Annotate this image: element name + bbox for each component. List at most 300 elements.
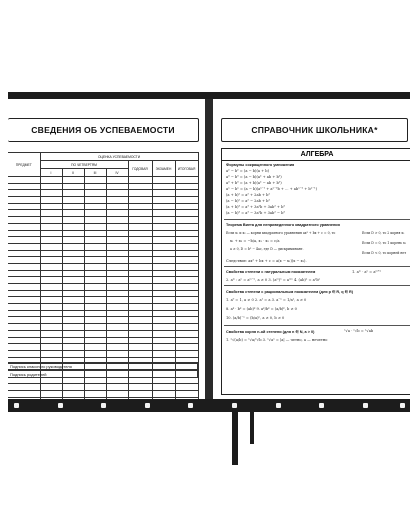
- table-row[interactable]: [8, 263, 198, 270]
- grade-cell[interactable]: [152, 397, 175, 399]
- grade-cell[interactable]: [106, 290, 128, 297]
- grade-cell[interactable]: [62, 183, 84, 190]
- table-row[interactable]: [8, 290, 198, 297]
- grade-cell[interactable]: [128, 190, 152, 197]
- grade-cell[interactable]: [84, 284, 106, 291]
- grade-cell[interactable]: [84, 210, 106, 217]
- grade-cell[interactable]: [152, 384, 175, 391]
- grade-cell[interactable]: [175, 237, 198, 244]
- grade-cell[interactable]: [152, 377, 175, 384]
- grade-cell[interactable]: [128, 297, 152, 304]
- divider: [224, 285, 410, 286]
- grade-cell[interactable]: [62, 190, 84, 197]
- formula-line: (a − b)² = a² − 2ab + b²: [226, 199, 270, 203]
- grade-cell[interactable]: [106, 263, 128, 270]
- grade-cell[interactable]: [152, 197, 175, 204]
- grade-cell[interactable]: [175, 230, 198, 237]
- grade-cell[interactable]: [62, 290, 84, 297]
- table-row[interactable]: [8, 183, 198, 190]
- grade-cell[interactable]: [175, 203, 198, 210]
- table-row[interactable]: [8, 250, 198, 257]
- grade-cell[interactable]: [152, 284, 175, 291]
- grade-cell[interactable]: [175, 350, 198, 357]
- grade-cell[interactable]: [128, 210, 152, 217]
- subject-cell[interactable]: [8, 350, 40, 357]
- subject-cell[interactable]: [8, 270, 40, 277]
- grade-cell[interactable]: [175, 284, 198, 291]
- grade-cell[interactable]: [40, 344, 62, 351]
- grade-cell[interactable]: [84, 330, 106, 337]
- grade-cell[interactable]: [128, 337, 152, 344]
- grade-cell[interactable]: [84, 223, 106, 230]
- subject-cell[interactable]: [8, 304, 40, 311]
- grade-cell[interactable]: [128, 391, 152, 398]
- subject-cell[interactable]: [8, 210, 40, 217]
- powers-rat-title: Свойства степени с рациональным показателем (для p ∈ R, q ∈ R): [226, 290, 353, 294]
- grade-cell[interactable]: [175, 217, 198, 224]
- grade-cell[interactable]: [84, 297, 106, 304]
- grade-cell[interactable]: [128, 257, 152, 264]
- grade-cell[interactable]: [106, 317, 128, 324]
- grade-cell[interactable]: [175, 397, 198, 399]
- grade-cell[interactable]: [128, 230, 152, 237]
- grade-cell[interactable]: [40, 270, 62, 277]
- grade-cell[interactable]: [175, 377, 198, 384]
- vieta-case: Если D < 0, то корней нет: [362, 251, 407, 255]
- grade-cell[interactable]: [84, 243, 106, 250]
- grade-cell[interactable]: [175, 190, 198, 197]
- grade-cell[interactable]: [40, 304, 62, 311]
- grade-cell[interactable]: [128, 304, 152, 311]
- grade-cell[interactable]: [62, 337, 84, 344]
- grade-cell[interactable]: [106, 230, 128, 237]
- grade-cell[interactable]: [128, 397, 152, 399]
- grade-cell[interactable]: [106, 257, 128, 264]
- grade-cell[interactable]: [152, 277, 175, 284]
- grade-cell[interactable]: [128, 270, 152, 277]
- grade-cell[interactable]: [175, 197, 198, 204]
- table-row[interactable]: [8, 223, 198, 230]
- grade-cell[interactable]: [40, 290, 62, 297]
- grade-cell[interactable]: [128, 183, 152, 190]
- grade-cell[interactable]: [128, 250, 152, 257]
- grade-cell[interactable]: [175, 310, 198, 317]
- grade-cell[interactable]: [62, 270, 84, 277]
- grade-cell[interactable]: [84, 391, 106, 398]
- grade-cell[interactable]: [128, 290, 152, 297]
- grade-cell[interactable]: [128, 217, 152, 224]
- grade-cell[interactable]: [128, 310, 152, 317]
- grade-cell[interactable]: [175, 270, 198, 277]
- subject-cell[interactable]: [8, 317, 40, 324]
- binding-clip: [101, 403, 106, 408]
- grade-cell[interactable]: [84, 290, 106, 297]
- table-row[interactable]: [8, 277, 198, 284]
- grade-cell[interactable]: [152, 263, 175, 270]
- table-row[interactable]: [8, 324, 198, 331]
- grade-cell[interactable]: [40, 223, 62, 230]
- grade-cell[interactable]: [40, 190, 62, 197]
- grade-cell[interactable]: [175, 324, 198, 331]
- grade-cell[interactable]: [106, 177, 128, 184]
- grade-cell[interactable]: [84, 230, 106, 237]
- grade-cell[interactable]: [128, 177, 152, 184]
- grade-cell[interactable]: [62, 304, 84, 311]
- grade-cell[interactable]: [40, 243, 62, 250]
- table-row[interactable]: [8, 197, 198, 204]
- grade-cell[interactable]: [106, 210, 128, 217]
- grade-cell[interactable]: [128, 384, 152, 391]
- grade-cell[interactable]: [175, 257, 198, 264]
- grade-cell[interactable]: [106, 310, 128, 317]
- grade-cell[interactable]: [106, 190, 128, 197]
- grade-cell[interactable]: [40, 310, 62, 317]
- subject-cell[interactable]: [8, 284, 40, 291]
- divider: [224, 219, 410, 220]
- grade-cell[interactable]: [62, 297, 84, 304]
- grade-cell[interactable]: [40, 250, 62, 257]
- grade-cell[interactable]: [84, 344, 106, 351]
- grade-cell[interactable]: [40, 230, 62, 237]
- reference-page: [213, 99, 410, 399]
- grade-cell[interactable]: [62, 324, 84, 331]
- subject-cell[interactable]: [8, 197, 40, 204]
- table-row[interactable]: [8, 270, 198, 277]
- grades-page-title: СВЕДЕНИЯ ОБ УСПЕВАЕМОСТИ: [8, 118, 199, 142]
- grade-cell[interactable]: [175, 223, 198, 230]
- grade-cell[interactable]: [106, 284, 128, 291]
- grade-cell[interactable]: [152, 344, 175, 351]
- subject-cell[interactable]: [8, 250, 40, 257]
- subject-cell[interactable]: [8, 290, 40, 297]
- grade-cell[interactable]: [128, 277, 152, 284]
- grade-cell[interactable]: [152, 391, 175, 398]
- algebra-frame: [221, 148, 410, 395]
- grade-cell[interactable]: [62, 397, 84, 399]
- bookmark-ribbon: [232, 410, 238, 465]
- grade-cell[interactable]: [62, 250, 84, 257]
- grade-cell[interactable]: [62, 350, 84, 357]
- table-row[interactable]: [8, 210, 198, 217]
- subject-cell[interactable]: [8, 237, 40, 244]
- subject-cell[interactable]: [8, 223, 40, 230]
- grade-cell[interactable]: [106, 297, 128, 304]
- table-row[interactable]: [8, 284, 198, 291]
- grade-cell[interactable]: [175, 344, 198, 351]
- grade-cell[interactable]: [84, 277, 106, 284]
- grade-cell[interactable]: [175, 304, 198, 311]
- subject-cell[interactable]: [8, 324, 40, 331]
- grade-cell[interactable]: [128, 263, 152, 270]
- table-row[interactable]: [8, 310, 198, 317]
- grade-cell[interactable]: [106, 270, 128, 277]
- grade-cell[interactable]: [152, 297, 175, 304]
- grade-cell[interactable]: [62, 310, 84, 317]
- grade-cell[interactable]: [40, 391, 62, 398]
- table-row[interactable]: [8, 337, 198, 344]
- grade-cell[interactable]: [40, 257, 62, 264]
- grade-cell[interactable]: [106, 197, 128, 204]
- grade-cell[interactable]: [175, 177, 198, 184]
- subject-cell[interactable]: [8, 190, 40, 197]
- teacher-signature-row[interactable]: Подпись классного руководителя: [8, 362, 198, 370]
- grade-cell[interactable]: [152, 190, 175, 197]
- grade-cell[interactable]: [62, 243, 84, 250]
- grade-cell[interactable]: [84, 350, 106, 357]
- table-row[interactable]: [8, 391, 198, 398]
- grade-cell[interactable]: [84, 183, 106, 190]
- table-row[interactable]: [8, 257, 198, 264]
- grade-cell[interactable]: [106, 397, 128, 399]
- grade-cell[interactable]: [106, 277, 128, 284]
- grade-cell[interactable]: [175, 337, 198, 344]
- grade-cell[interactable]: [152, 223, 175, 230]
- grade-cell[interactable]: [62, 284, 84, 291]
- grade-cell[interactable]: [40, 384, 62, 391]
- subject-cell[interactable]: [8, 391, 40, 398]
- subject-cell[interactable]: [8, 344, 40, 351]
- formula-line: (a − b)³ = a³ − 3a²b + 3ab² − b³: [226, 211, 285, 215]
- grade-cell[interactable]: [62, 177, 84, 184]
- table-row[interactable]: [8, 177, 198, 184]
- grade-cell[interactable]: [152, 330, 175, 337]
- grade-cell[interactable]: [40, 337, 62, 344]
- grade-cell[interactable]: [152, 290, 175, 297]
- grade-cell[interactable]: [40, 297, 62, 304]
- grade-cell[interactable]: [40, 203, 62, 210]
- table-row[interactable]: [8, 397, 198, 399]
- grade-cell[interactable]: [152, 183, 175, 190]
- grade-cell[interactable]: [40, 277, 62, 284]
- grade-cell[interactable]: [84, 377, 106, 384]
- subject-cell[interactable]: [8, 397, 40, 399]
- table-row[interactable]: [8, 384, 198, 391]
- grade-cell[interactable]: [106, 203, 128, 210]
- grade-cell[interactable]: [106, 217, 128, 224]
- grade-cell[interactable]: [106, 377, 128, 384]
- grade-cell[interactable]: [40, 317, 62, 324]
- grade-cell[interactable]: [175, 243, 198, 250]
- binding-clip: [400, 403, 405, 408]
- grade-cell[interactable]: [128, 317, 152, 324]
- subject-cell[interactable]: [8, 384, 40, 391]
- grade-cell[interactable]: [84, 397, 106, 399]
- grade-cell[interactable]: [152, 210, 175, 217]
- grade-cell[interactable]: [106, 350, 128, 357]
- grade-cell[interactable]: [152, 203, 175, 210]
- vieta-title: Теорема Виета для неприведенного квадратного уравнения: [226, 223, 340, 227]
- subject-cell[interactable]: [8, 263, 40, 270]
- grade-cell[interactable]: [152, 177, 175, 184]
- subject-cell[interactable]: [8, 310, 40, 317]
- grade-cell[interactable]: [128, 324, 152, 331]
- subject-cell[interactable]: [8, 230, 40, 237]
- grade-cell[interactable]: [84, 317, 106, 324]
- subject-cell[interactable]: [8, 183, 40, 190]
- grade-cell[interactable]: [62, 330, 84, 337]
- grade-cell[interactable]: [106, 384, 128, 391]
- grade-cell[interactable]: [84, 203, 106, 210]
- vieta-case: Если D = 0, то 1 корень x₁: [362, 241, 407, 245]
- grade-cell[interactable]: [40, 350, 62, 357]
- subject-cell[interactable]: [8, 297, 40, 304]
- grade-cell[interactable]: [62, 230, 84, 237]
- grade-cell[interactable]: [40, 183, 62, 190]
- grade-cell[interactable]: [152, 250, 175, 257]
- grade-cell[interactable]: [62, 257, 84, 264]
- grade-cell[interactable]: [40, 324, 62, 331]
- grade-cell[interactable]: [152, 310, 175, 317]
- grade-cell[interactable]: [175, 183, 198, 190]
- grade-cell[interactable]: [84, 197, 106, 204]
- grade-cell[interactable]: [84, 190, 106, 197]
- grade-cell[interactable]: [106, 330, 128, 337]
- grade-cell[interactable]: [62, 203, 84, 210]
- grade-cell[interactable]: [62, 263, 84, 270]
- grade-cell[interactable]: [62, 217, 84, 224]
- grade-cell[interactable]: [175, 277, 198, 284]
- grade-cell[interactable]: [84, 337, 106, 344]
- grade-cell[interactable]: [40, 330, 62, 337]
- subject-cell[interactable]: [8, 217, 40, 224]
- grade-cell[interactable]: [40, 237, 62, 244]
- grade-cell[interactable]: [175, 210, 198, 217]
- grade-cell[interactable]: [175, 263, 198, 270]
- grade-cell[interactable]: [175, 317, 198, 324]
- table-row[interactable]: [8, 203, 198, 210]
- table-row[interactable]: [8, 217, 198, 224]
- algebra-title: АЛГЕБРА: [222, 149, 410, 161]
- grade-cell[interactable]: [152, 237, 175, 244]
- grade-cell[interactable]: [128, 223, 152, 230]
- grade-cell[interactable]: [106, 391, 128, 398]
- grade-cell[interactable]: [84, 237, 106, 244]
- grade-cell[interactable]: [152, 337, 175, 344]
- grade-cell[interactable]: [175, 384, 198, 391]
- subject-cell[interactable]: [8, 203, 40, 210]
- grade-cell[interactable]: [62, 277, 84, 284]
- grade-cell[interactable]: [152, 230, 175, 237]
- grade-cell[interactable]: [84, 310, 106, 317]
- table-row[interactable]: [8, 230, 198, 237]
- grade-cell[interactable]: [128, 197, 152, 204]
- quarter-2: II: [62, 169, 84, 177]
- subject-cell[interactable]: [8, 330, 40, 337]
- table-row[interactable]: [8, 237, 198, 244]
- table-row[interactable]: [8, 330, 198, 337]
- grade-cell[interactable]: [106, 250, 128, 257]
- subject-cell[interactable]: [8, 177, 40, 184]
- final-header: ИТОГОВАЯ: [175, 161, 198, 177]
- grade-cell[interactable]: [106, 324, 128, 331]
- grade-cell[interactable]: [128, 330, 152, 337]
- table-row[interactable]: [8, 317, 198, 324]
- grade-cell[interactable]: [106, 237, 128, 244]
- grade-cell[interactable]: [106, 304, 128, 311]
- grade-cell[interactable]: [40, 397, 62, 399]
- subject-header: ПРЕДМЕТ: [8, 153, 40, 177]
- grade-cell[interactable]: [84, 257, 106, 264]
- grade-cell[interactable]: [106, 223, 128, 230]
- grade-cell[interactable]: [175, 290, 198, 297]
- exam-header: ЭКЗАМЕН: [152, 161, 175, 177]
- grade-cell[interactable]: [40, 197, 62, 204]
- grade-cell[interactable]: [175, 330, 198, 337]
- grade-cell[interactable]: [152, 317, 175, 324]
- grade-cell[interactable]: [40, 177, 62, 184]
- grade-cell[interactable]: [62, 377, 84, 384]
- grade-cell[interactable]: [152, 257, 175, 264]
- grade-cell[interactable]: [62, 391, 84, 398]
- grade-cell[interactable]: [40, 217, 62, 224]
- grade-cell[interactable]: [62, 384, 84, 391]
- grade-cell[interactable]: [152, 304, 175, 311]
- grade-cell[interactable]: [40, 284, 62, 291]
- grade-cell[interactable]: [84, 304, 106, 311]
- table-row[interactable]: [8, 304, 198, 311]
- grade-cell[interactable]: [128, 344, 152, 351]
- table-row[interactable]: [8, 243, 198, 250]
- formula-line: (a + b)³ = a³ + 3a²b + 3ab² + b³: [226, 205, 285, 209]
- subject-cell[interactable]: [8, 337, 40, 344]
- grade-cell[interactable]: [128, 243, 152, 250]
- grade-cell[interactable]: [106, 344, 128, 351]
- grade-cell[interactable]: [175, 250, 198, 257]
- grade-cell[interactable]: [40, 210, 62, 217]
- grade-cell[interactable]: [175, 297, 198, 304]
- grade-cell[interactable]: [40, 263, 62, 270]
- grade-cell[interactable]: [62, 210, 84, 217]
- grade-cell[interactable]: [128, 237, 152, 244]
- grade-cell[interactable]: [84, 263, 106, 270]
- grade-cell[interactable]: [128, 203, 152, 210]
- grade-cell[interactable]: [84, 270, 106, 277]
- grade-cell[interactable]: [128, 377, 152, 384]
- grade-cell[interactable]: [84, 217, 106, 224]
- grade-cell[interactable]: [128, 284, 152, 291]
- grade-cell[interactable]: [106, 183, 128, 190]
- table-row[interactable]: [8, 350, 198, 357]
- subject-cell[interactable]: [8, 243, 40, 250]
- grade-cell[interactable]: [84, 250, 106, 257]
- grade-cell[interactable]: [152, 243, 175, 250]
- subject-cell[interactable]: [8, 257, 40, 264]
- grade-cell[interactable]: [152, 324, 175, 331]
- grade-cell[interactable]: [84, 384, 106, 391]
- grade-cell[interactable]: [84, 324, 106, 331]
- parent-signature-row[interactable]: Подпись родителей: [8, 370, 198, 378]
- grade-cell[interactable]: [62, 344, 84, 351]
- subject-cell[interactable]: [8, 277, 40, 284]
- grade-cell[interactable]: [175, 391, 198, 398]
- grade-cell[interactable]: [62, 237, 84, 244]
- grade-cell[interactable]: [62, 197, 84, 204]
- grade-cell[interactable]: [152, 270, 175, 277]
- grade-cell[interactable]: [152, 217, 175, 224]
- grade-cell[interactable]: [128, 350, 152, 357]
- grade-cell[interactable]: [62, 223, 84, 230]
- table-row[interactable]: [8, 344, 198, 351]
- grade-cell[interactable]: [106, 243, 128, 250]
- grades-page: [8, 99, 205, 399]
- grade-cell[interactable]: [84, 177, 106, 184]
- grade-cell[interactable]: [152, 350, 175, 357]
- grade-cell[interactable]: [106, 337, 128, 344]
- quarters-header: ПО ЧЕТВЕРТЯМ: [40, 161, 128, 169]
- table-row[interactable]: [8, 190, 198, 197]
- table-row[interactable]: [8, 297, 198, 304]
- grade-cell[interactable]: [62, 317, 84, 324]
